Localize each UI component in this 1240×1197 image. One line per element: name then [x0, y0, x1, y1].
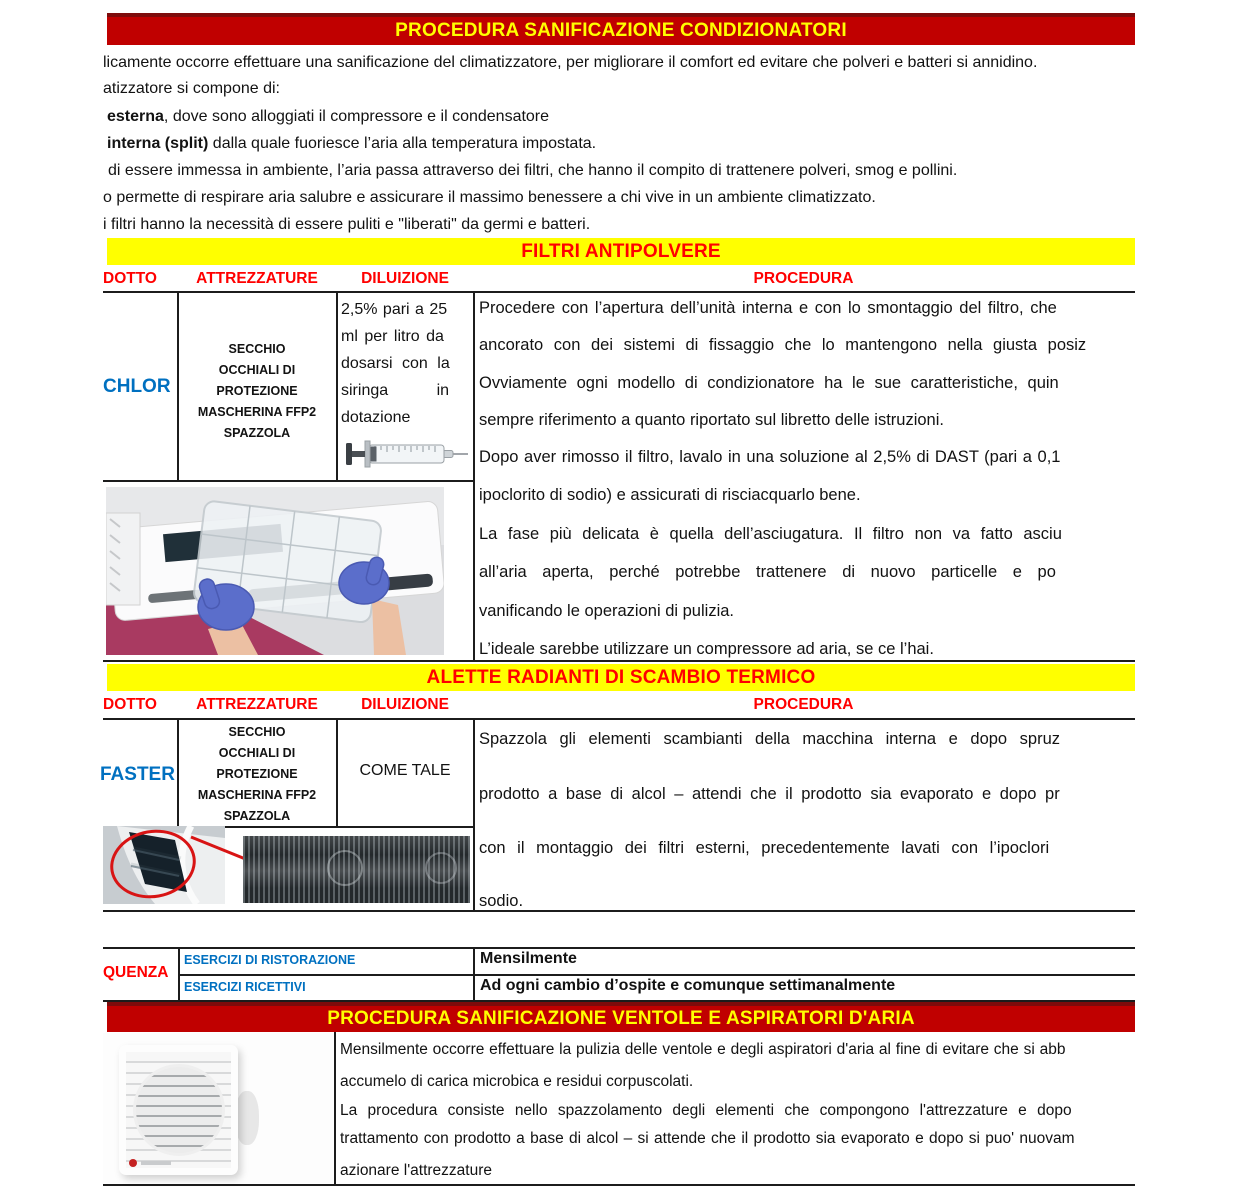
attrezzature-item: SECCHIO — [228, 725, 286, 739]
procedura-line: vanificando le operazioni di pulizia. — [479, 602, 734, 620]
intro-line: i filtri hanno la necessità di essere puliti e "liberati" da germi e batteri. — [103, 216, 591, 233]
diluizione-line: ml per litro da — [341, 328, 444, 345]
procedura-line: sempre riferimento a quanto riportato sul libretto delle istruzioni. — [479, 411, 944, 429]
banner-condizionatori: PROCEDURA SANIFICAZIONE CONDIZIONATORI — [107, 13, 1135, 45]
grid-line — [103, 1184, 1135, 1186]
banner-ventole: PROCEDURA SANIFICAZIONE VENTOLE E ASPIRATORI D'ARIA — [107, 1002, 1135, 1032]
procedura-line: La fase più delicata è quella dell’asciugatura. Il filtro non va fatto asciu — [479, 525, 1062, 543]
col-header-prodotto: DOTTO — [103, 696, 157, 713]
frequency-row-value: Mensilmente — [480, 950, 577, 967]
syringe-image — [339, 434, 469, 474]
procedura-line: con il montaggio dei filtri esterni, precedentemente lavati con l’ipoclori — [479, 839, 1050, 857]
intro-rest: dalla quale fuoriesce l’aria alla temperatura impostata. — [208, 135, 597, 152]
col-header-diluizione: DILUIZIONE — [361, 270, 449, 287]
grid-line — [336, 292, 338, 480]
attrezzature-item: SPAZZOLA — [223, 809, 291, 823]
fins-closeup-photo — [243, 836, 470, 903]
attrezzature-item: PROTEZIONE — [216, 384, 298, 398]
attrezzature-item: OCCHIALI DI — [218, 746, 296, 760]
col-header-attrezzature: ATTREZZATURE — [196, 696, 318, 713]
intro-bold: interna (split) — [107, 135, 209, 152]
ventole-line: trattamento con prodotto a base di alcol – si attende che il prodotto sia evaporato e dopo si puo' nuovam — [340, 1130, 1075, 1147]
attrezzature-item: SPAZZOLA — [223, 426, 291, 440]
fins-ring-mark — [425, 852, 457, 884]
grid-line — [334, 1032, 336, 1185]
procedura-line: Procedere con l’apertura dell’unità interna e con lo smontaggio del filtro, che — [479, 299, 1057, 317]
diluizione-line: siringa in — [341, 382, 450, 399]
attrezzature-item: MASCHERINA FFP2 — [197, 405, 317, 419]
grid-line — [103, 291, 1135, 293]
intro-line: licamente occorre effettuare una sanificazione del climatizzatore, per migliorare il comfort ed evitare che polveri e batteri si annidino. — [103, 54, 1038, 71]
filter-cleaning-photo — [106, 487, 444, 655]
fan-duct — [235, 1091, 259, 1145]
intro-line — [107, 133, 1135, 154]
procedura-line: Spazzola gli elementi scambianti della macchina interna e dopo spruz — [479, 730, 1061, 748]
procedura-line: sodio. — [479, 892, 524, 910]
attrezzature-list — [178, 339, 336, 444]
fan-logo — [129, 1159, 137, 1167]
procedura-line: L’ideale sarebbe utilizzare un compressore ad aria, se ce l’hai. — [479, 640, 934, 658]
frequency-row-type: ESERCIZI DI RISTORAZIONE — [184, 953, 356, 967]
grid-line — [178, 974, 1135, 976]
grid-line — [103, 718, 1135, 720]
product-name-faster: FASTER — [100, 764, 175, 785]
frequency-row-type: ESERCIZI RICETTIVI — [184, 980, 306, 994]
grid-line — [473, 292, 475, 660]
col-header-attrezzature: ATTREZZATURE — [196, 270, 318, 287]
grid-line — [103, 947, 1135, 949]
attrezzature-item: MASCHERINA FFP2 — [197, 788, 317, 802]
diluizione-text: COME TALE — [359, 762, 451, 779]
ventole-line: azionare l'attrezzature — [340, 1162, 493, 1179]
intro-line: o permette di respirare aria salubre e assicurare il massimo benessere a chi vive in un ambiente climatizzato. — [103, 189, 876, 206]
ventole-line: La procedura consiste nello spazzolamento degli elementi che compongono l'attrezzature e dopo — [340, 1102, 1072, 1119]
frequency-row-value: Ad ogni cambio d’ospite e comunque settimanalmente — [480, 977, 896, 994]
grid-line — [473, 948, 475, 1000]
ventole-line: Mensilmente occorre effettuare la pulizia delle ventole e degli aspiratori d'aria al fine di evitare che si abb — [340, 1041, 1066, 1058]
grid-line — [473, 719, 475, 910]
procedura-line: ancorato con dei sistemi di fissaggio che lo mantengono nella giusta posiz — [479, 336, 1087, 354]
procedura-line: ipoclorito di sodio) e assicurati di risciacquarlo bene. — [479, 486, 861, 504]
intro-bold: esterna — [107, 108, 164, 125]
product-name-chlor: CHLOR — [103, 376, 171, 397]
wall-fan-photo — [103, 1033, 333, 1183]
grid-line — [103, 480, 475, 482]
procedura-line: Ovviamente ogni modello di condizionatore ha le sue caratteristiche, quin — [479, 374, 1059, 392]
col-header-prodotto: DOTTO — [103, 270, 157, 287]
col-header-diluizione: DILUIZIONE — [361, 696, 449, 713]
attrezzature-item: PROTEZIONE — [216, 767, 298, 781]
grid-line — [178, 948, 180, 1000]
attrezzature-list — [178, 722, 336, 827]
col-header-procedura: PROCEDURA — [753, 270, 854, 287]
attrezzature-item: OCCHIALI DI — [218, 363, 296, 377]
intro-line: di essere immessa in ambiente, l’aria passa attraverso dei filtri, che hanno il compito di trattenere polveri, smog e pollini. — [108, 162, 958, 179]
diluizione-text — [341, 296, 470, 431]
diluizione-line: 2,5% pari a 25 — [341, 301, 448, 318]
fan-grille-circle — [133, 1064, 225, 1156]
intro-rest: , dove sono alloggiati il compressore e il condensatore — [163, 108, 550, 125]
fins-ring-mark — [327, 850, 363, 886]
intro-line — [107, 106, 1135, 127]
grid-line — [103, 660, 1135, 662]
procedura-line: Dopo aver rimosso il filtro, lavalo in una soluzione al 2,5% di DAST (pari a 0,1 — [479, 448, 1061, 466]
fan-body — [119, 1045, 238, 1175]
intro-line: atizzatore si compone di: — [103, 80, 280, 97]
banner-filtri-antipolvere: FILTRI ANTIPOLVERE — [107, 238, 1135, 265]
col-header-procedura: PROCEDURA — [753, 696, 854, 713]
procedura-line: prodotto a base di alcol – attendi che il prodotto sia evaporato e dopo pr — [479, 785, 1060, 803]
diluizione-line: dosarsi con la — [341, 355, 450, 372]
attrezzature-item: SECCHIO — [228, 342, 286, 356]
fan-logo-text — [141, 1161, 171, 1165]
frequency-label: QUENZA — [103, 964, 169, 981]
procedura-line: all’aria aperta, perché potrebbe trattenere di nuovo particelle e po — [479, 563, 1056, 581]
ventole-line: accumelo di carica microbica e residui corpuscolati. — [340, 1073, 694, 1090]
banner-alette-radianti: ALETTE RADIANTI DI SCAMBIO TERMICO — [107, 664, 1135, 691]
diluizione-line: dotazione — [341, 409, 411, 426]
